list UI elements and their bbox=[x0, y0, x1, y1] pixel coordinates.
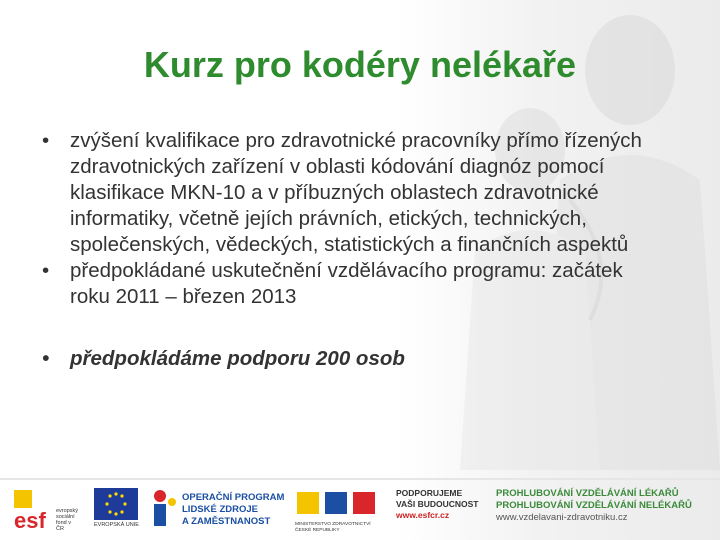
eu-stars-icon bbox=[94, 488, 138, 520]
bullet-item: • předpokládáme podporu 200 osob bbox=[40, 346, 660, 372]
op-figure-icon bbox=[150, 488, 178, 528]
op-lzz-logo bbox=[150, 488, 290, 532]
svg-text:esf: esf bbox=[14, 508, 46, 532]
footer-divider bbox=[0, 478, 720, 480]
esf-star-icon bbox=[12, 488, 56, 532]
slide-title: Kurz pro kodéry nelékaře bbox=[143, 44, 577, 85]
ministry-text: MINISTERSTVO ZDRAVOTNICTVÍ ČESKÉ REPUBLIKY bbox=[295, 522, 371, 533]
bullet-list bbox=[40, 128, 660, 372]
project-logo: PROHLUBOVÁNÍ VZDĚLÁVÁNÍ LÉKAŘŮ PROHLUBOVÁNÍ VZDĚLÁVÁNÍ NELÉKAŘŮ www.vzdelavani-zdravotniku.cz bbox=[496, 488, 716, 532]
ministry-emblem-icon bbox=[295, 488, 379, 518]
bullet-item: • předpokládané uskutečnění vzdělávacího programu: začátek roku 2011 – březen 2013 bbox=[40, 258, 660, 310]
footer-logo-bar bbox=[0, 478, 720, 540]
esfcr-logo: PODPORUJEME VAŠI BUDOUCNOST www.esfcr.cz bbox=[396, 488, 496, 532]
esfcr-url: www.esfcr.cz bbox=[396, 510, 450, 520]
eu-label: EVROPSKÁ UNIE bbox=[94, 522, 139, 528]
ministry-of-health-logo bbox=[295, 488, 385, 532]
eu-flag-logo bbox=[94, 488, 138, 520]
project-url: www.vzdelavani-zdravotniku.cz bbox=[496, 512, 628, 523]
op-text: OPERAČNÍ PROGRAM LIDSKÉ ZDROJE A ZAMĚSTNANOST bbox=[182, 492, 285, 527]
bullet-item: • zvýšení kvalifikace pro zdravotnické pracovníky přímo řízených zdravotnických zařízení v oblasti kódování diagnóz pomocí klasifikace MKN-10 a v příbuzných oblastech zdravotnické informatiky, včetně jejích právních, etických, technických, společenských, vědeckých, statistických a finančních aspektů bbox=[40, 128, 660, 258]
esf-subtitle: evropský sociální fond v ČR bbox=[56, 508, 79, 532]
esf-logo bbox=[12, 488, 80, 536]
